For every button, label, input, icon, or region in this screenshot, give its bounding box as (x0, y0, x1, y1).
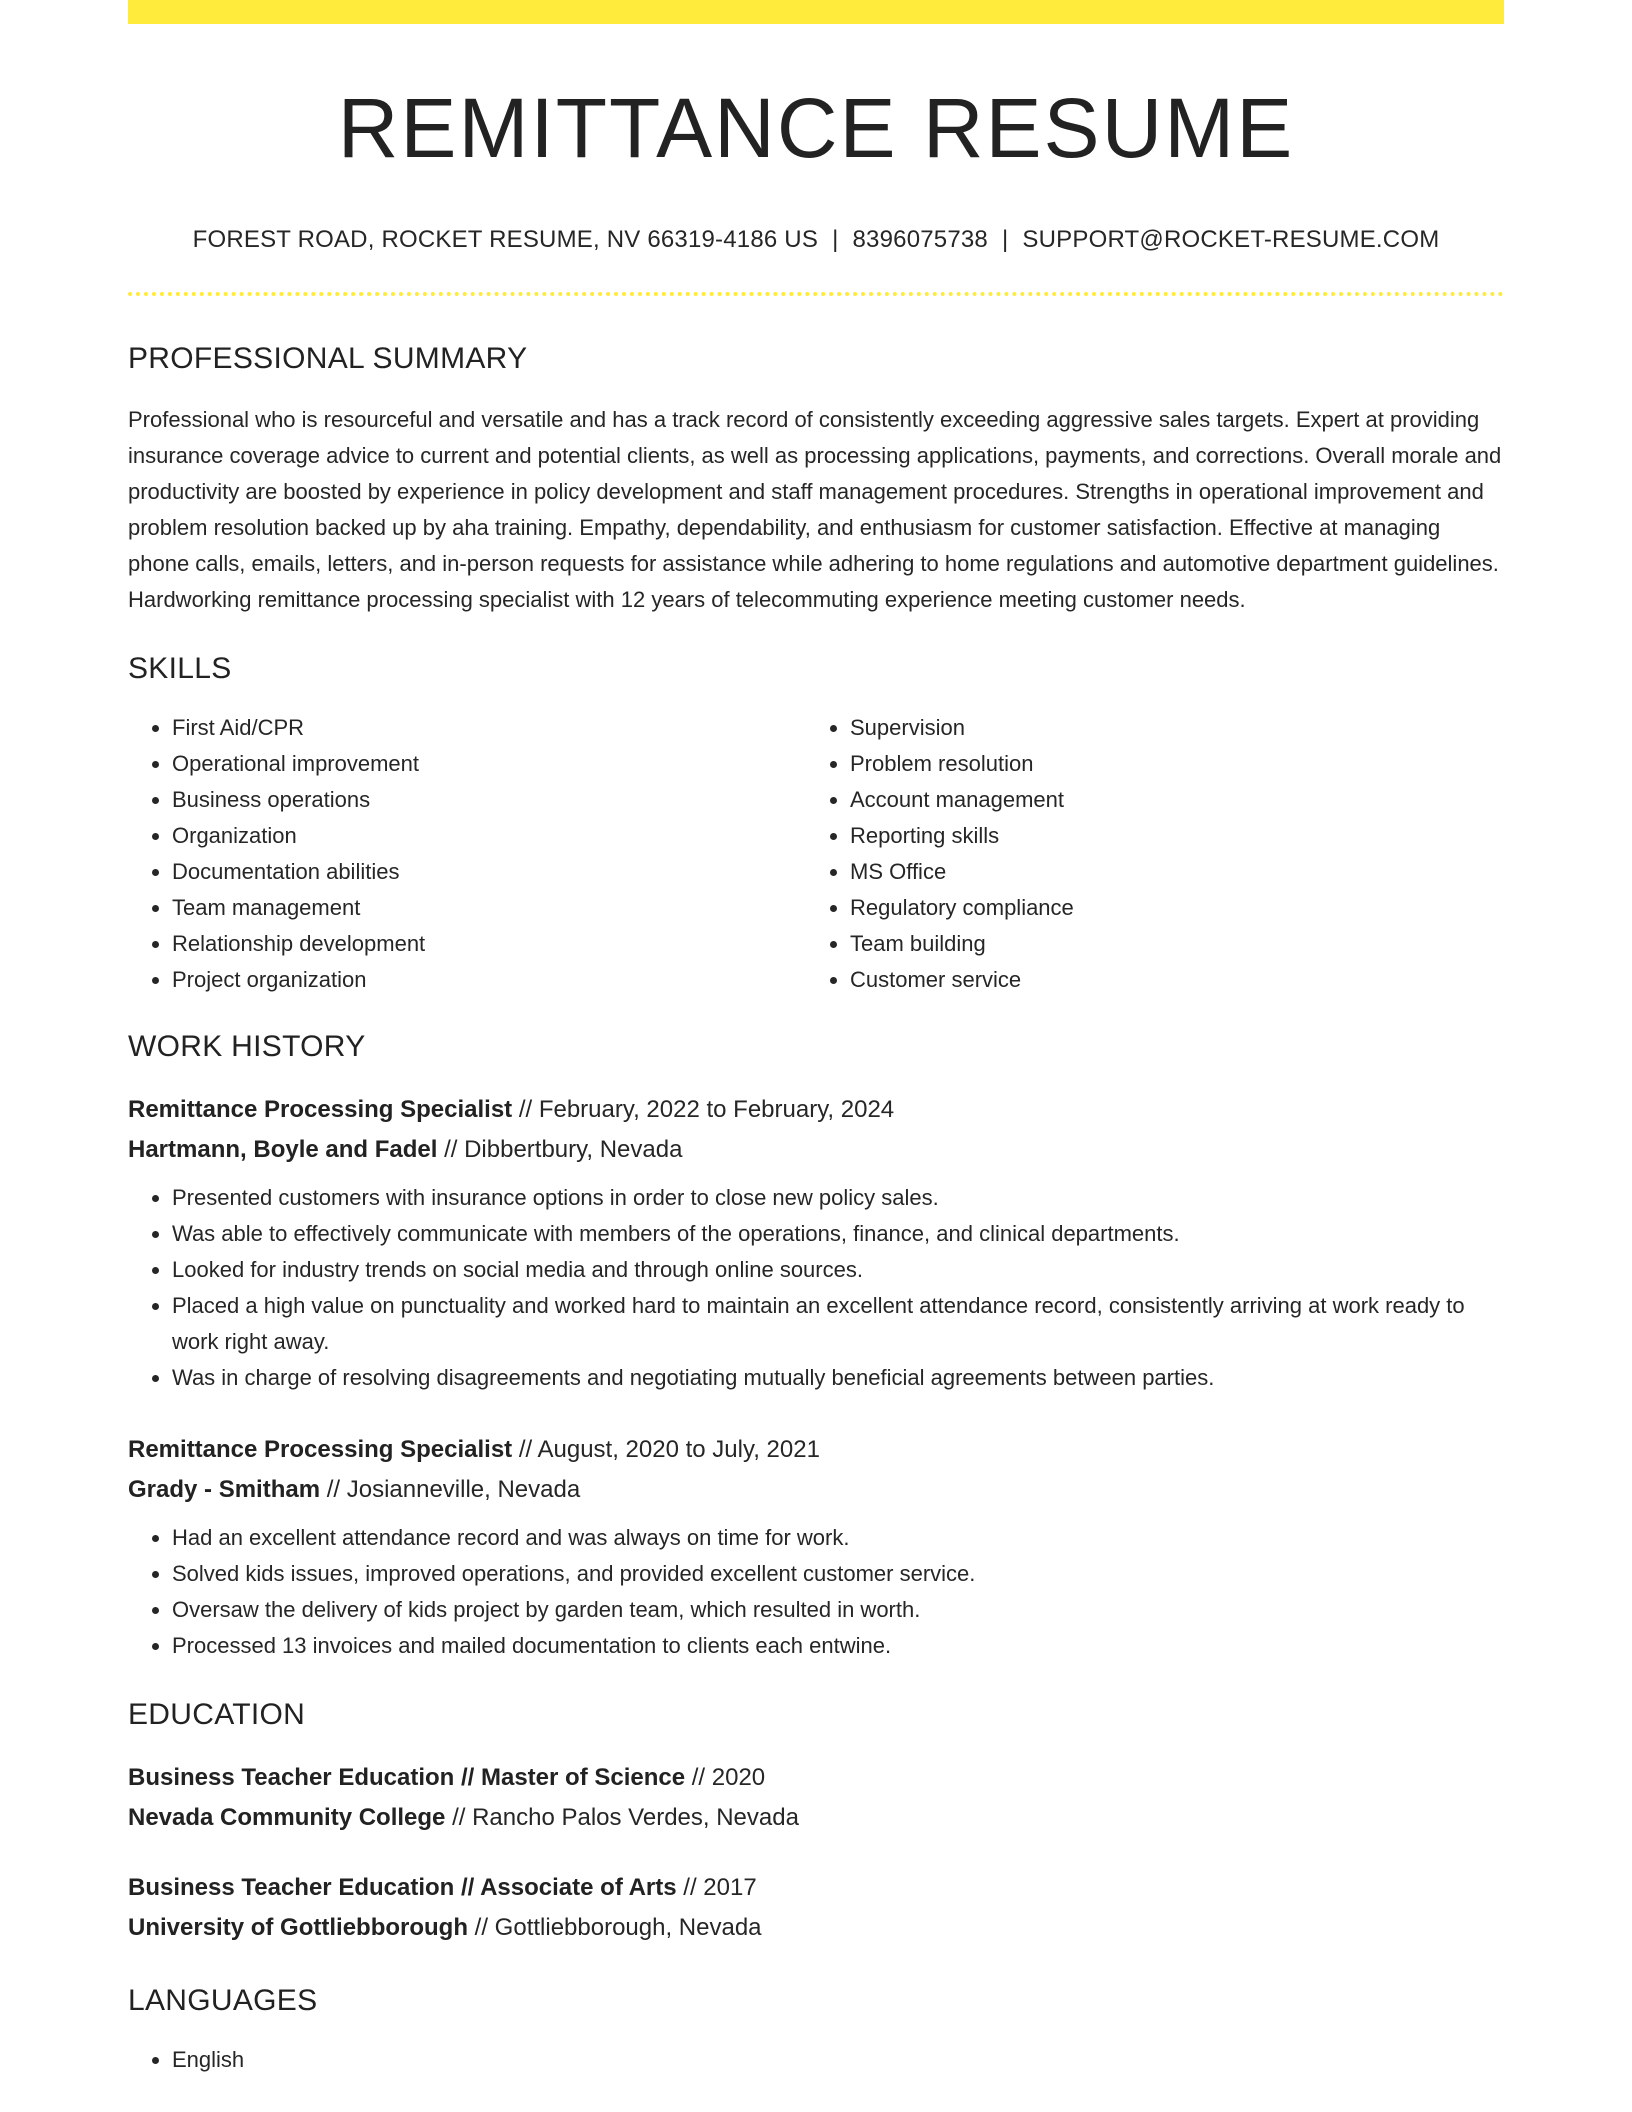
job-location: // Dibbertbury, Nevada (437, 1136, 683, 1163)
resume-title: REMITTANCE RESUME (337, 81, 1295, 175)
skill-item: • First Aid/CPR (172, 710, 806, 746)
skill-item: • Account management (850, 782, 1074, 818)
contact-address: FOREST ROAD, ROCKET RESUME, NV 66319-4186 US (192, 226, 819, 253)
education-year: // 2017 (676, 1874, 757, 1901)
skill-item: • Business operations (172, 782, 806, 818)
header-divider (128, 292, 1504, 296)
job-role: Remittance Processing Specialist (128, 1096, 513, 1123)
contact-separator: | (1001, 226, 1009, 253)
education-degree: Business Teacher Education // Associate of Arts (128, 1874, 677, 1901)
responsibility-item: • Placed a high value on punctuality and worked hard to maintain an excellent attendance record, consistently arriving at work ready to work right away. (172, 1288, 1504, 1360)
education-heading: EDUCATION (128, 1698, 306, 1731)
skill-item: • Operational improvement (172, 746, 806, 782)
summary-heading: PROFESSIONAL SUMMARY (128, 342, 528, 375)
contact-line (128, 228, 1504, 252)
skills-heading: SKILLS (128, 652, 232, 685)
skill-item: • Project organization (172, 962, 806, 998)
responsibility-item: • Oversaw the delivery of kids project by garden team, which resulted in worth. (172, 1592, 1504, 1628)
skill-item: • Reporting skills (850, 818, 1074, 854)
education-degree-line (128, 1758, 1504, 1798)
job-entry (128, 1090, 1504, 1396)
summary-text: Professional who is resourceful and versatile and has a track record of consistently exceeding aggressive sales targets. Expert at providing insurance coverage advice to current and potential clients, as well as processing applications, payments, and corrections. Overall morale and productivity are boosted by experience in policy development and staff management procedures. Strengths in operational improvement and problem resolution backed up by aha training. Empathy, dependability, and enthusiasm for customer satisfaction. Effective at managing phone calls, emails, letters, and in-person requests for assistance while adhering to home regulations and automotive department guidelines. Hardworking remittance processing specialist with 12 years of telecommuting experience meeting customer needs. (128, 407, 1502, 612)
contact-separator: | (832, 226, 839, 253)
education-school: University of Gottliebborough (128, 1914, 468, 1941)
education-location: // Gottliebborough, Nevada (468, 1914, 762, 1941)
job-title-line (128, 1090, 1504, 1130)
skill-item: • Team management (172, 890, 806, 926)
job-entry (128, 1430, 1504, 1664)
job-company-line (128, 1130, 1504, 1170)
contact-phone: 8396075738 (852, 226, 988, 253)
job-company: Grady - Smitham (128, 1476, 321, 1503)
responsibility-item: • Was able to effectively communicate with members of the operations, finance, and clinical departments. (172, 1216, 1504, 1252)
skill-item: • Problem resolution (850, 746, 1074, 782)
skills-list (128, 710, 1504, 998)
skill-item: • Regulatory compliance (850, 890, 1074, 926)
languages-list (128, 2042, 1504, 2078)
responsibility-item: • Had an excellent attendance record and was always on time for work. (172, 1520, 1504, 1556)
education-degree: Business Teacher Education // Master of Science (128, 1764, 686, 1791)
skill-item: • Customer service (850, 962, 1074, 998)
skill-item: • Team building (850, 926, 1074, 962)
skills-column-left (128, 710, 806, 998)
job-dates: // August, 2020 to July, 2021 (512, 1436, 820, 1463)
job-dates: // February, 2022 to February, 2024 (512, 1096, 895, 1123)
responsibility-item: • Solved kids issues, improved operations, and provided excellent customer service. (172, 1556, 1504, 1592)
job-company-line (128, 1470, 1504, 1510)
contact-email: SUPPORT@ROCKET-RESUME.COM (1022, 226, 1440, 253)
education-entry (128, 1758, 1504, 1838)
job-role: Remittance Processing Specialist (128, 1436, 513, 1463)
job-title-line (128, 1430, 1504, 1470)
work-history-heading: WORK HISTORY (128, 1030, 366, 1063)
education-location: // Rancho Palos Verdes, Nevada (445, 1804, 799, 1831)
education-entry (128, 1868, 1504, 1948)
skills-column-right (806, 710, 1074, 998)
job-company: Hartmann, Boyle and Fadel (128, 1136, 438, 1163)
job-location: // Josianneville, Nevada (320, 1476, 581, 1503)
education-school: Nevada Community College (128, 1804, 446, 1831)
education-school-line (128, 1908, 1504, 1948)
education-degree-line (128, 1868, 1504, 1908)
resume-page (128, 0, 1504, 2078)
responsibility-item: • Presented customers with insurance options in order to close new policy sales. (172, 1180, 1504, 1216)
responsibility-item: • Processed 13 invoices and mailed documentation to clients each entwine. (172, 1628, 1504, 1664)
skill-item: • Relationship development (172, 926, 806, 962)
skill-item: • MS Office (850, 854, 1074, 890)
job-responsibilities (128, 1520, 1504, 1664)
skill-item: • Organization (172, 818, 806, 854)
job-responsibilities (128, 1180, 1504, 1396)
education-year: // 2020 (685, 1764, 766, 1791)
skill-item: • Documentation abilities (172, 854, 806, 890)
top-accent-bar (128, 0, 1504, 24)
education-school-line (128, 1798, 1504, 1838)
responsibility-item: • Looked for industry trends on social media and through online sources. (172, 1252, 1504, 1288)
responsibility-item: • Was in charge of resolving disagreements and negotiating mutually beneficial agreements between parties. (172, 1360, 1504, 1396)
language-item: • English (172, 2042, 1504, 2078)
skill-item: • Supervision (850, 710, 1074, 746)
languages-heading: LANGUAGES (128, 1984, 318, 2017)
